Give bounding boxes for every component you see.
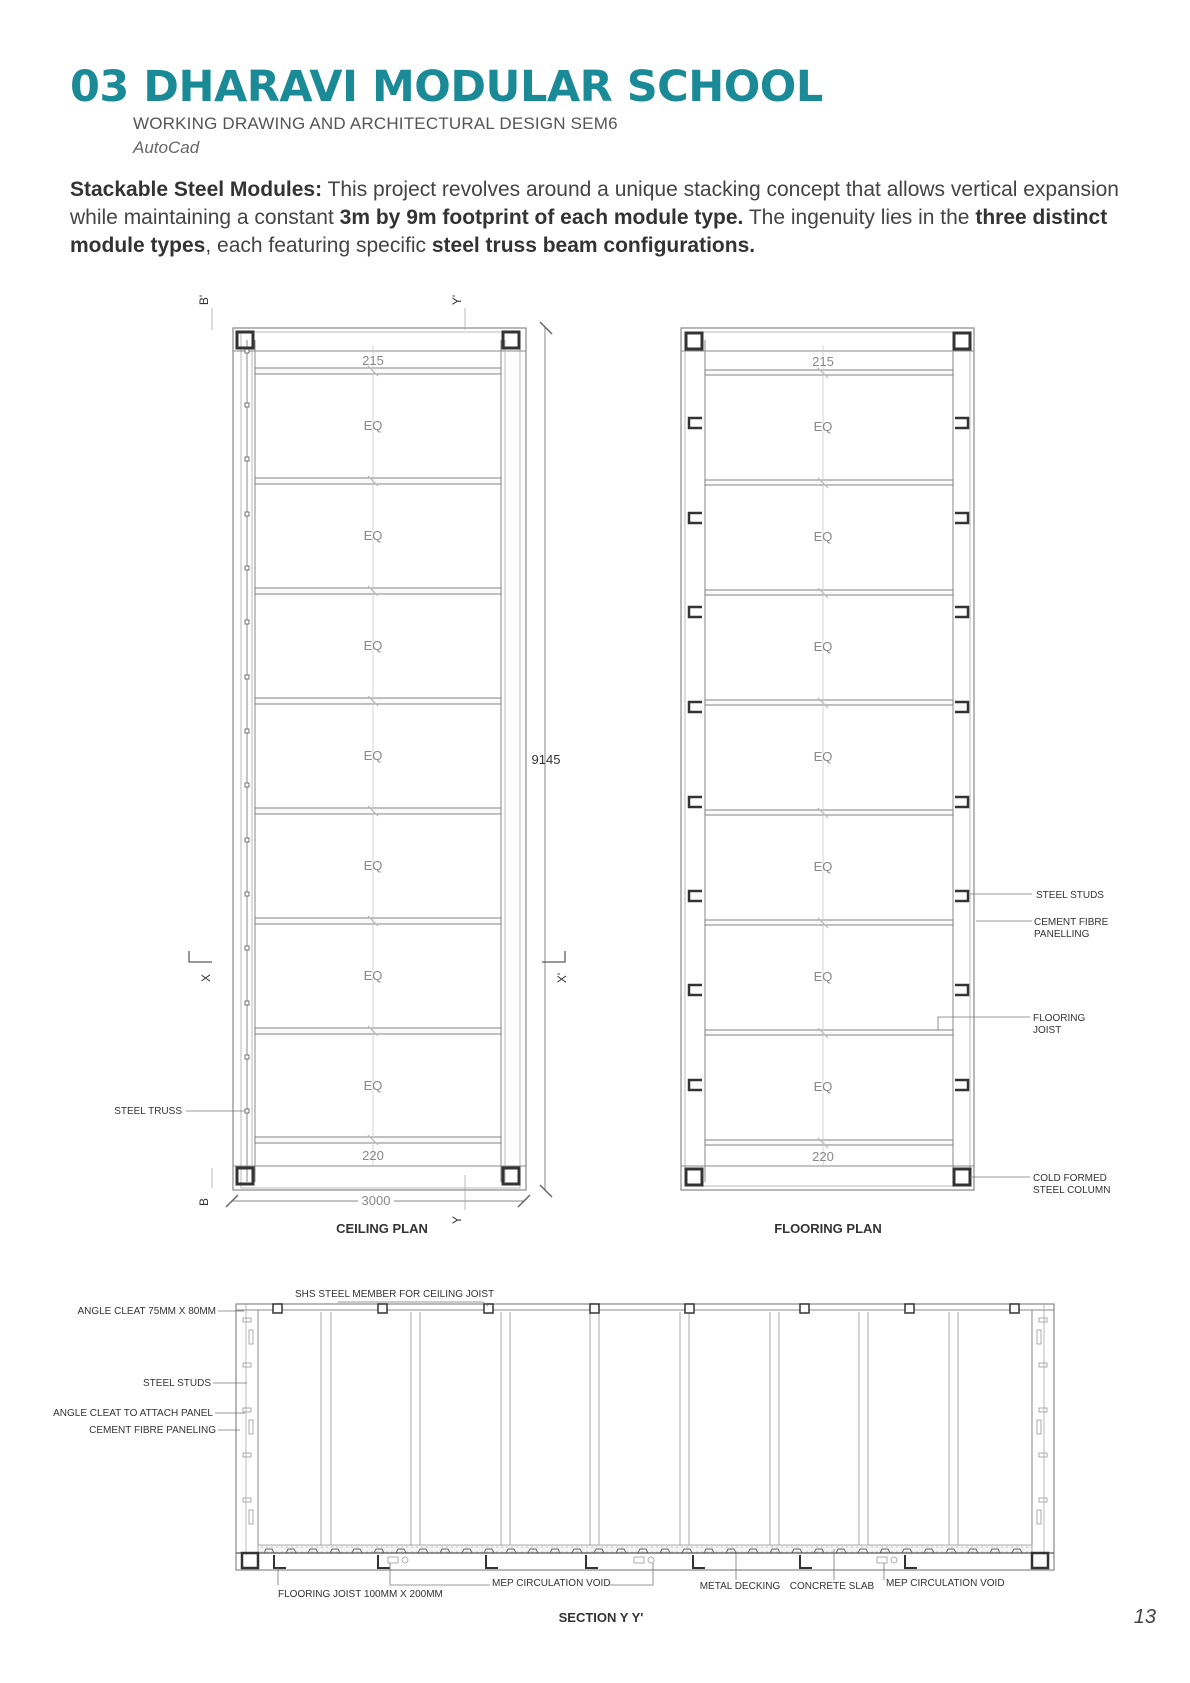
caption-section-yy: SECTION Y Y' (558, 1610, 644, 1625)
shs-member (685, 1304, 694, 1313)
dim-tick (540, 322, 552, 334)
truss-node (245, 675, 249, 679)
mep-duct (877, 1557, 887, 1563)
steel-stud (955, 1080, 968, 1090)
truss-node (245, 620, 249, 624)
caption-ceiling-plan: CEILING PLAN (336, 1221, 428, 1236)
wall-cleats (243, 1318, 1047, 1524)
label-metal-decking: METAL DECKING (699, 1581, 781, 1592)
floor-joist (905, 1555, 917, 1568)
truss-node (245, 1001, 249, 1005)
section-outline (236, 1304, 1054, 1570)
eq-label: EQ (813, 859, 833, 874)
eq-label: EQ (813, 1079, 833, 1094)
mep-duct (634, 1557, 644, 1563)
section-end-columns (242, 1553, 1048, 1568)
intro-text-2: The ingenuity lies in the (743, 206, 976, 229)
angle-cleat (1039, 1318, 1047, 1322)
dim-bottom-220: 220 (812, 1149, 834, 1164)
steel-stud (689, 418, 702, 428)
truss-node (245, 566, 249, 570)
shs-member (378, 1304, 387, 1313)
angle-cleat (243, 1453, 251, 1457)
section-yy (53, 1289, 1054, 1625)
mep-duct (388, 1557, 398, 1563)
cold-formed-column (686, 1169, 702, 1185)
steel-stud (689, 607, 702, 617)
eq-label: EQ (363, 638, 383, 653)
truss-node (245, 349, 249, 353)
intro-text-1: This project revolves around a unique stacking concept that allows vertical expansion while maintaining a constant (70, 178, 1119, 229)
label-angle-cleat: ANGLE CLEAT 75MM X 80MM (77, 1306, 216, 1317)
shs-member (484, 1304, 493, 1313)
truss-node (245, 1109, 249, 1113)
ceiling-joist (255, 808, 501, 814)
section-mark-x: X (199, 973, 213, 983)
intro-module-types: three distinct module types (70, 206, 1108, 257)
steel-stud (955, 513, 968, 523)
flooring-joist (705, 480, 953, 485)
eq-label: EQ (363, 418, 383, 433)
angle-cleat (1039, 1453, 1047, 1457)
floor-joist (586, 1555, 598, 1568)
label-section-steel-studs: STEEL STUDS (143, 1378, 211, 1389)
steel-stud (955, 797, 968, 807)
label-flooring: FLOORING (1033, 1013, 1086, 1024)
label-panelling: PANELLING (1034, 929, 1090, 940)
eq-label: EQ (363, 748, 383, 763)
eq-label: EQ (813, 639, 833, 654)
shs-member (273, 1304, 282, 1313)
label-steel-studs: STEEL STUDS (1036, 890, 1104, 901)
label-cement-fibre-paneling: CEMENT FIBRE PANELING (89, 1425, 216, 1436)
caption-flooring-plan: FLOORING PLAN (774, 1221, 882, 1236)
label-concrete-slab: CONCRETE SLAB (789, 1581, 875, 1592)
steel-stud (955, 985, 968, 995)
eq-label: EQ (813, 529, 833, 544)
ceiling-joist (255, 1028, 501, 1034)
cleat-slot (249, 1420, 253, 1434)
floor-joist (486, 1555, 498, 1568)
steel-stud (955, 607, 968, 617)
dim-top-215: 215 (362, 353, 384, 368)
cleat-slot (1037, 1330, 1041, 1344)
cleat-slot (249, 1330, 253, 1344)
mep-pipe (402, 1557, 408, 1563)
flooring-joist (705, 700, 953, 705)
page-title: 03 DHARAVI MODULAR SCHOOL (70, 62, 823, 112)
wall-studs (321, 1312, 958, 1545)
shs-member (1010, 1304, 1019, 1313)
steel-stud (689, 797, 702, 807)
end-column (1032, 1553, 1048, 1568)
truss-node (245, 838, 249, 842)
shs-ceiling-members (273, 1304, 1019, 1313)
steel-studs-left (689, 418, 702, 1090)
end-column (242, 1553, 258, 1568)
label-steel-truss: STEEL TRUSS (114, 1106, 182, 1117)
ceiling-plan (114, 295, 569, 1236)
shs-member (800, 1304, 809, 1313)
floor-joist (274, 1555, 286, 1568)
intro-text-3: , each featuring specific (205, 234, 432, 257)
truss-node (245, 512, 249, 516)
angle-cleat (1039, 1408, 1047, 1412)
shs-member (590, 1304, 599, 1313)
truss-node (245, 892, 249, 896)
truss-node (245, 946, 249, 950)
dim-length-9145: 9145 (531, 752, 561, 767)
flooring-joist (705, 590, 953, 595)
eq-label: EQ (813, 749, 833, 764)
steel-stud (955, 891, 968, 901)
dim-width-3000: 3000 (361, 1193, 391, 1208)
eq-label: EQ (813, 419, 833, 434)
dim-top-215: 215 (812, 354, 834, 369)
cleat-slot (1037, 1510, 1041, 1524)
angle-cleat (1039, 1363, 1047, 1367)
label-flooring-joist: FLOORING JOIST 100MM X 200MM (278, 1589, 443, 1600)
section-mark-b: B (197, 1197, 211, 1207)
truss-node (245, 1055, 249, 1059)
dim-bottom-220: 220 (362, 1148, 384, 1163)
section-mark-x-prime: X' (555, 972, 569, 984)
angle-cleat (1039, 1498, 1047, 1502)
floor-joists-section (274, 1555, 917, 1568)
label-joist: JOIST (1033, 1025, 1062, 1036)
angle-cleat (243, 1363, 251, 1367)
steel-stud (689, 702, 702, 712)
corner-column (237, 332, 253, 348)
label-shs-member: SHS STEEL MEMBER FOR CEILING JOIST (295, 1289, 495, 1300)
ceiling-joist (255, 918, 501, 924)
mep-pipe (891, 1557, 897, 1563)
section-mark-y-prime: Y' (450, 294, 464, 306)
steel-stud (689, 1080, 702, 1090)
steel-studs-right (955, 418, 968, 1090)
label-cement-fibre: CEMENT FIBRE (1034, 917, 1109, 928)
truss-node (245, 403, 249, 407)
eq-label: EQ (813, 969, 833, 984)
flooring-joist (705, 370, 953, 375)
label-steel-column: STEEL COLUMN (1033, 1185, 1111, 1196)
label-angle-cleat-panel: ANGLE CLEAT TO ATTACH PANEL (53, 1408, 213, 1419)
label-mep-void-2: MEP CIRCULATION VOID (886, 1578, 1005, 1589)
intro-footprint: 3m by 9m footprint of each module type. (339, 206, 744, 229)
flooring-joist (705, 1140, 953, 1145)
floor-joist (693, 1555, 705, 1568)
dim-tick (540, 1185, 552, 1197)
eq-label: EQ (363, 1078, 383, 1093)
truss-node (245, 457, 249, 461)
angle-cleat (243, 1318, 251, 1322)
ceiling-joist (255, 368, 501, 374)
flooring-joist (705, 1030, 953, 1035)
section-arrow-x (189, 951, 212, 962)
eq-label: EQ (363, 858, 383, 873)
mep-pipe (648, 1557, 654, 1563)
cold-formed-column (954, 1169, 970, 1185)
floor-joist (800, 1555, 812, 1568)
flooring-joist (705, 920, 953, 925)
truss-node (245, 729, 249, 733)
cold-formed-column (686, 333, 702, 349)
steel-stud (955, 702, 968, 712)
angle-cleat (243, 1408, 251, 1412)
shs-member (905, 1304, 914, 1313)
steel-stud (955, 418, 968, 428)
flooring-joist (705, 810, 953, 815)
ceiling-joist (255, 1137, 501, 1143)
section-mark-y: Y (450, 1215, 464, 1225)
leader-flooring-joist (938, 1017, 1030, 1030)
truss-node (245, 783, 249, 787)
section-mark-b-prime: B' (197, 294, 211, 306)
steel-stud (689, 513, 702, 523)
corner-column (237, 1168, 253, 1184)
cleat-slot (1037, 1420, 1041, 1434)
steel-stud (689, 891, 702, 901)
intro-lead: Stackable Steel Modules: (70, 178, 323, 201)
software-label: AutoCad (133, 138, 200, 157)
label-mep-void-1: MEP CIRCULATION VOID (492, 1578, 611, 1589)
angle-cleat (243, 1498, 251, 1502)
cold-formed-column (954, 333, 970, 349)
flooring-plan (681, 328, 1110, 1236)
intro-truss: steel truss beam configurations. (431, 234, 756, 257)
ceiling-joist (255, 478, 501, 484)
steel-stud (689, 985, 702, 995)
course-subtitle: WORKING DRAWING AND ARCHITECTURAL DESIGN SEM6 (133, 114, 618, 133)
page-number: 13 (1133, 1606, 1156, 1628)
mep-voids (388, 1557, 897, 1563)
eq-label: EQ (363, 528, 383, 543)
cleat-slot (249, 1510, 253, 1524)
label-cold-formed: COLD FORMED (1033, 1173, 1107, 1184)
ceiling-joist (255, 698, 501, 704)
eq-label: EQ (363, 968, 383, 983)
ceiling-joist (255, 588, 501, 594)
